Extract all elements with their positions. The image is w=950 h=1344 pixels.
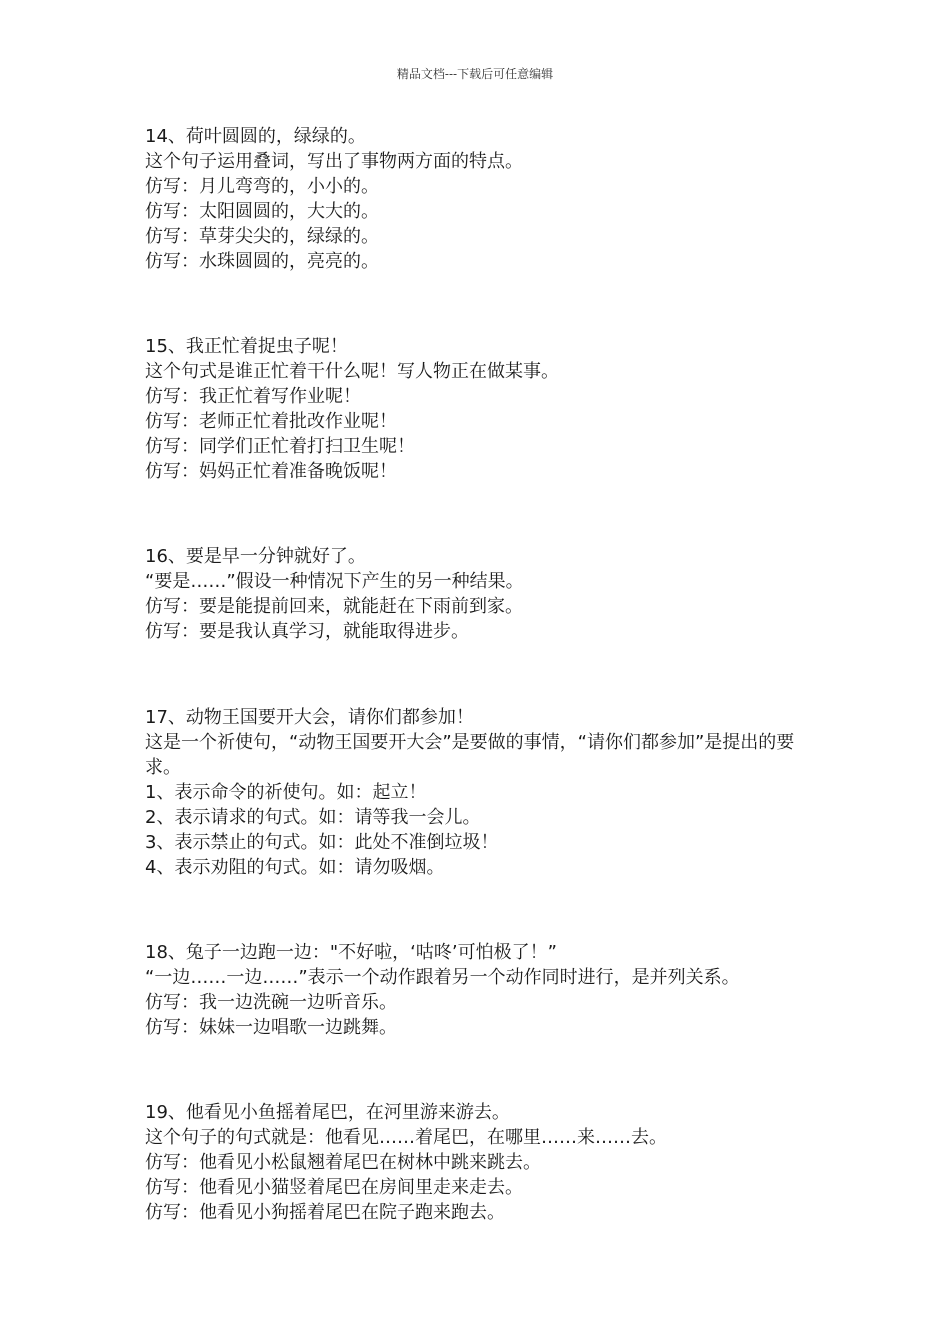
explanation-line: “要是……”假设一种情况下产生的另一种结果。 — [145, 571, 524, 592]
section-18 — [145, 940, 815, 1040]
section-19 — [145, 1100, 815, 1225]
imitation-line: 仿写：草芽尖尖的，绿绿的。 — [145, 226, 379, 247]
imitation-line: 仿写：他看见小狗摇着尾巴在院子跑来跑去。 — [145, 1202, 505, 1223]
explanation-line: 这个句子运用叠词，写出了事物两方面的特点。 — [145, 151, 523, 172]
imitation-line: 仿写：我正忙着写作业呢！ — [145, 386, 361, 407]
example-sentence: 14、荷叶圆圆的，绿绿的。 — [145, 126, 366, 147]
section-15 — [145, 334, 815, 484]
imitation-line: 仿写：他看见小松鼠翘着尾巴在树林中跳来跳去。 — [145, 1152, 541, 1173]
list-item: 1、表示命令的祈使句。如：起立！ — [145, 782, 427, 803]
imitation-line: 仿写：月儿弯弯的，小小的。 — [145, 176, 379, 197]
page-header: 精品文档---下载后可任意编辑 — [396, 67, 554, 81]
section-14 — [145, 124, 815, 274]
imitation-line: 仿写：太阳圆圆的，大大的。 — [145, 201, 379, 222]
list-item: 4、表示劝阻的句式。如：请勿吸烟。 — [145, 857, 445, 878]
example-sentence: 15、我正忙着捉虫子呢！ — [145, 336, 348, 357]
example-sentence: 18、兔子一边跑一边："不好啦，‘咕咚’可怕极了！” — [145, 942, 557, 963]
explanation-line: 这是一个祈使句，“动物王国要开大会”是要做的事情，“请你们都参加”是提出的要求。 — [145, 732, 795, 778]
example-sentence: 19、他看见小鱼摇着尾巴，在河里游来游去。 — [145, 1102, 510, 1123]
explanation-line: 这个句子的句式就是：他看见……着尾巴，在哪里……来……去。 — [145, 1127, 667, 1148]
imitation-line: 仿写：妈妈正忙着准备晚饭呢！ — [145, 461, 397, 482]
imitation-line: 仿写：要是我认真学习，就能取得进步。 — [145, 621, 469, 642]
imitation-line: 仿写：要是能提前回来，就能赶在下雨前到家。 — [145, 596, 523, 617]
list-item: 3、表示禁止的句式。如：此处不准倒垃圾！ — [145, 832, 499, 853]
example-sentence: 17、动物王国要开大会，请你们都参加！ — [145, 707, 474, 728]
imitation-line: 仿写：老师正忙着批改作业呢！ — [145, 411, 397, 432]
imitation-line: 仿写：同学们正忙着打扫卫生呢！ — [145, 436, 415, 457]
section-17 — [145, 705, 815, 880]
explanation-line: 这个句式是谁正忙着干什么呢！写人物正在做某事。 — [145, 361, 559, 382]
section-16 — [145, 544, 815, 644]
example-sentence: 16、要是早一分钟就好了。 — [145, 546, 366, 567]
list-item: 2、表示请求的句式。如：请等我一会儿。 — [145, 807, 481, 828]
imitation-line: 仿写：他看见小猫竖着尾巴在房间里走来走去。 — [145, 1177, 523, 1198]
imitation-line: 仿写：水珠圆圆的，亮亮的。 — [145, 251, 379, 272]
document-body — [145, 124, 815, 1225]
imitation-line: 仿写：我一边洗碗一边听音乐。 — [145, 992, 397, 1013]
explanation-line: “一边……一边……”表示一个动作跟着另一个动作同时进行，是并列关系。 — [145, 967, 740, 988]
imitation-line: 仿写：妹妹一边唱歌一边跳舞。 — [145, 1017, 397, 1038]
